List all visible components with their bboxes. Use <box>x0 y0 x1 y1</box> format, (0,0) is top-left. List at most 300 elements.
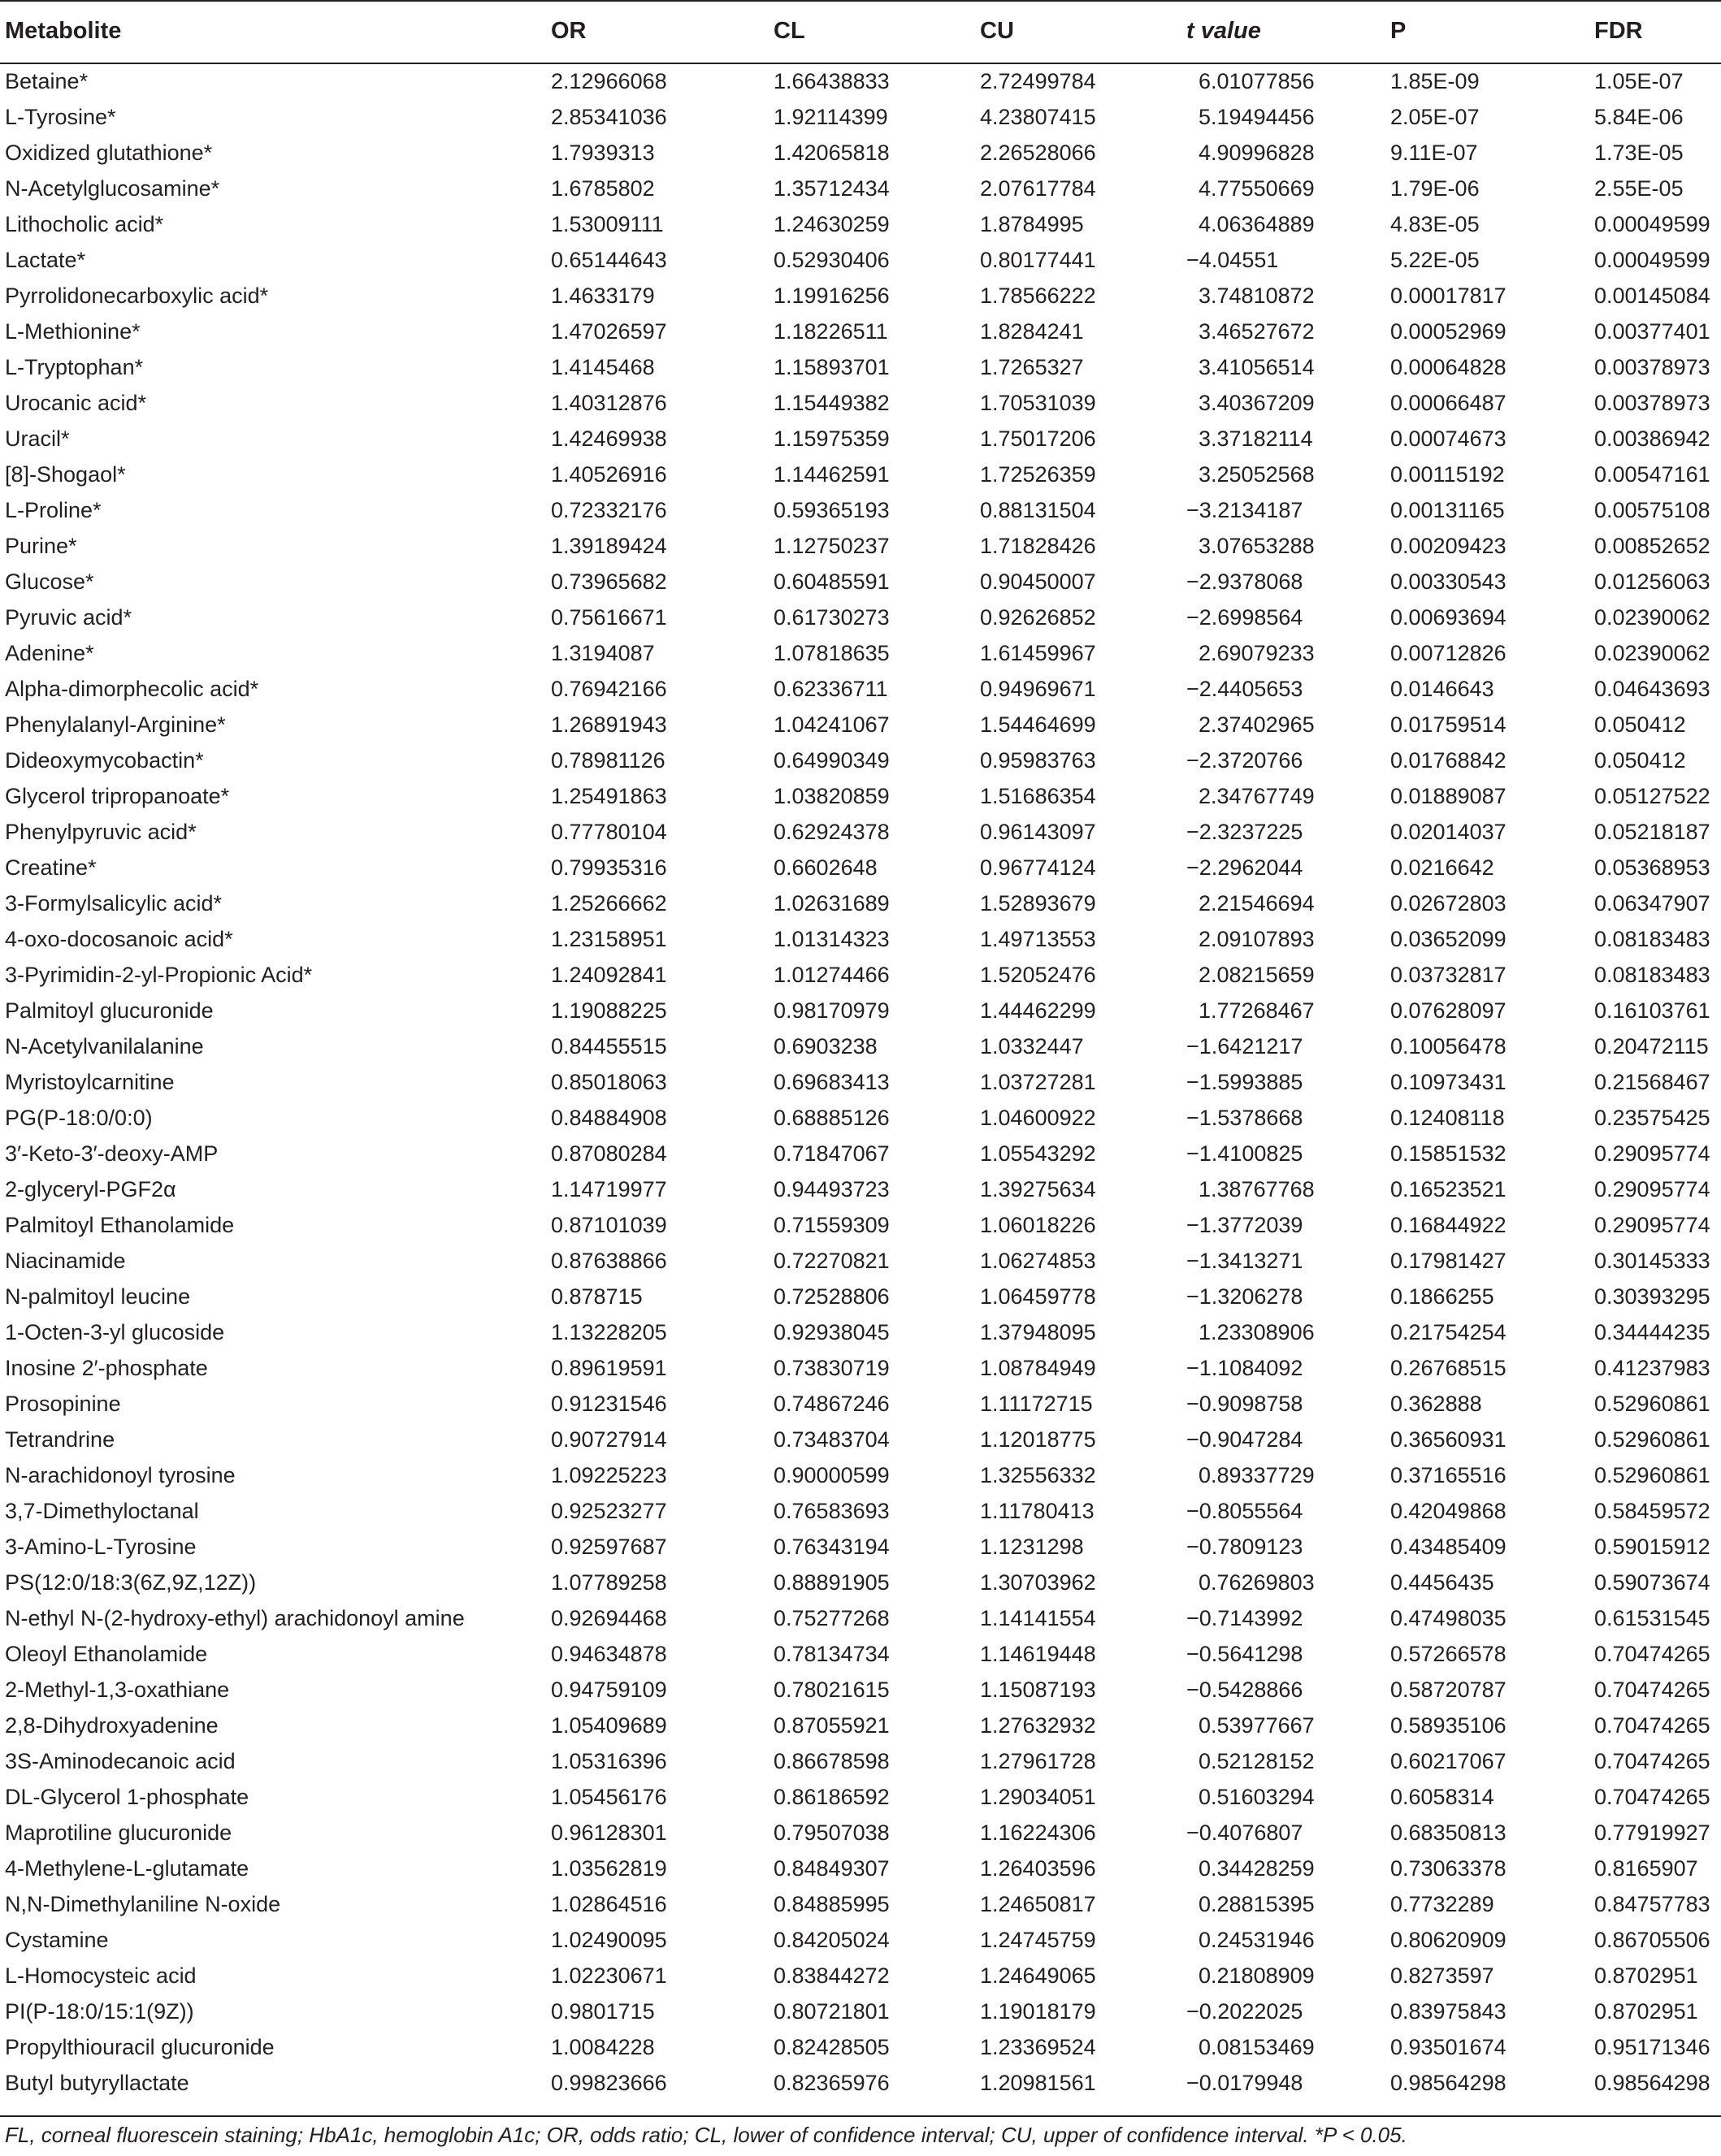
cell-t-value: 3.25052568 <box>1199 461 1315 487</box>
cell-fdr: 0.01256063 <box>1594 569 1710 594</box>
cell-fdr: 0.050412 <box>1594 747 1686 773</box>
cell-cl: 1.19916256 <box>774 283 890 308</box>
cell-fdr: 0.29095774 <box>1594 1212 1710 1237</box>
cell-p: 0.00330543 <box>1390 569 1506 594</box>
cell-p: 0.01889087 <box>1390 783 1506 808</box>
cell-or: 0.87080284 <box>551 1141 667 1166</box>
cell-p: 0.0146643 <box>1390 676 1494 701</box>
cell-metabolite: 4-Methylene-L-glutamate <box>5 1855 249 1881</box>
cell-cu: 1.8284241 <box>980 318 1084 344</box>
table-row <box>0 1994 1721 2029</box>
cell-fdr: 0.52960861 <box>1594 1391 1710 1416</box>
cell-t-value: −2.4405653 <box>1186 676 1303 701</box>
cell-p: 0.93501674 <box>1390 2034 1506 2059</box>
cell-metabolite: Alpha-dimorphecolic acid* <box>5 676 259 701</box>
cell-cu: 1.52893679 <box>980 890 1096 916</box>
cell-t-value: 3.74810872 <box>1199 283 1315 308</box>
cell-t-value: 0.24531946 <box>1199 1927 1315 1952</box>
table-row <box>0 1136 1721 1171</box>
cell-cu: 1.26403596 <box>980 1855 1096 1881</box>
cell-t-value: −1.4100825 <box>1186 1141 1303 1166</box>
cell-fdr: 0.84757783 <box>1594 1891 1710 1916</box>
cell-t-value: 1.77268467 <box>1199 998 1315 1023</box>
cell-fdr: 0.29095774 <box>1594 1141 1710 1166</box>
cell-metabolite: Tetrandrine <box>5 1427 115 1452</box>
cell-cl: 0.88891905 <box>774 1569 890 1595</box>
cell-metabolite: Lithocholic acid* <box>5 211 164 236</box>
cell-fdr: 0.00575108 <box>1594 497 1710 522</box>
cell-cl: 0.61730273 <box>774 604 890 630</box>
cell-or: 2.12966068 <box>551 69 667 93</box>
table-row <box>0 1851 1721 1886</box>
cell-t-value: −0.0179948 <box>1186 2070 1303 2095</box>
cell-cl: 0.82428505 <box>774 2034 890 2059</box>
cell-t-value: −2.3237225 <box>1186 819 1303 844</box>
header-t-value: t value <box>1186 0 1390 63</box>
cell-fdr: 0.30145333 <box>1594 1248 1710 1273</box>
cell-t-value: 3.40367209 <box>1199 390 1315 415</box>
cell-metabolite: Niacinamide <box>5 1248 126 1273</box>
cell-or: 0.92523277 <box>551 1498 667 1523</box>
cell-t-value: 5.19494456 <box>1199 104 1315 129</box>
table-row <box>0 1028 1721 1064</box>
cell-fdr: 0.70474265 <box>1594 1641 1710 1666</box>
cell-metabolite: DL-Glycerol 1-phosphate <box>5 1784 249 1809</box>
cell-or: 0.84455515 <box>551 1033 667 1059</box>
cell-cl: 1.15893701 <box>774 354 890 379</box>
cell-cl: 0.74867246 <box>774 1391 890 1416</box>
cell-or: 0.96128301 <box>551 1820 667 1845</box>
cell-p: 0.00017817 <box>1390 283 1506 308</box>
cell-or: 0.78981126 <box>551 747 665 773</box>
cell-cl: 0.72270821 <box>774 1248 890 1273</box>
cell-cu: 1.0332447 <box>980 1033 1084 1059</box>
table-row <box>0 1386 1721 1422</box>
cell-cu: 0.92626852 <box>980 604 1096 630</box>
cell-fdr: 0.8165907 <box>1594 1855 1698 1881</box>
cell-cl: 0.86186592 <box>774 1784 890 1809</box>
cell-p: 0.42049868 <box>1390 1498 1506 1523</box>
cell-cu: 1.70531039 <box>980 390 1096 415</box>
cell-or: 1.26891943 <box>551 712 667 737</box>
cell-fdr: 0.58459572 <box>1594 1498 1710 1523</box>
cell-metabolite: Glucose* <box>5 569 94 594</box>
cell-fdr: 0.52960861 <box>1594 1462 1710 1487</box>
cell-fdr: 5.84E-06 <box>1594 104 1684 129</box>
table-row <box>0 1243 1721 1279</box>
cell-cu: 1.27632932 <box>980 1712 1096 1738</box>
cell-metabolite: 3,7-Dimethyloctanal <box>5 1498 199 1523</box>
table-row <box>0 2065 1721 2101</box>
cell-p: 0.00712826 <box>1390 640 1506 665</box>
cell-cu: 1.8784995 <box>980 211 1084 236</box>
cell-p: 0.73063378 <box>1390 1855 1506 1881</box>
cell-fdr: 0.00377401 <box>1594 318 1710 344</box>
cell-p: 0.47498035 <box>1390 1605 1506 1630</box>
cell-cu: 1.12018775 <box>980 1427 1096 1452</box>
table-row <box>0 814 1721 850</box>
cell-metabolite: 2,8-Dihydroxyadenine <box>5 1712 219 1738</box>
cell-cu: 1.72526359 <box>980 461 1096 487</box>
cell-fdr: 0.98564298 <box>1594 2070 1710 2095</box>
cell-metabolite: PG(P-18:0/0:0) <box>5 1105 153 1130</box>
cell-or: 1.40526916 <box>551 461 667 487</box>
cell-fdr: 0.8702951 <box>1594 1963 1698 1988</box>
cell-t-value: −1.3413271 <box>1186 1248 1303 1273</box>
cell-p: 0.02014037 <box>1390 819 1506 844</box>
table-row <box>0 707 1721 742</box>
cell-t-value: −0.2022025 <box>1186 1998 1303 2024</box>
cell-or: 0.79935316 <box>551 855 667 880</box>
cell-metabolite: N,N-Dimethylaniline N-oxide <box>5 1891 281 1916</box>
cell-metabolite: Betaine* <box>5 69 89 93</box>
cell-fdr: 0.52960861 <box>1594 1427 1710 1452</box>
cell-or: 0.72332176 <box>551 497 667 522</box>
cell-or: 2.85341036 <box>551 104 667 129</box>
cell-cl: 0.92938045 <box>774 1319 890 1344</box>
cell-cl: 1.14462591 <box>774 461 890 487</box>
cell-cl: 0.82365976 <box>774 2070 890 2095</box>
cell-or: 0.85018063 <box>551 1069 667 1094</box>
table-row <box>0 1314 1721 1350</box>
cell-cl: 0.69683413 <box>774 1069 890 1094</box>
cell-p: 0.12408118 <box>1390 1105 1505 1130</box>
table-row <box>0 314 1721 349</box>
cell-metabolite: 3-Formylsalicylic acid* <box>5 890 223 916</box>
cell-cl: 0.60485591 <box>774 569 890 594</box>
cell-cu: 1.75017206 <box>980 426 1096 451</box>
table-row <box>0 206 1721 242</box>
cell-fdr: 0.70474265 <box>1594 1677 1710 1702</box>
cell-fdr: 0.05127522 <box>1594 783 1710 808</box>
table-row <box>0 1886 1721 1922</box>
cell-metabolite: Oleoyl Ethanolamide <box>5 1641 208 1666</box>
cell-t-value: −2.6998564 <box>1186 604 1303 630</box>
cell-t-value: 0.08153469 <box>1199 2034 1315 2059</box>
cell-metabolite: N-Acetylglucosamine* <box>5 175 220 201</box>
cell-metabolite: Maprotiline glucuronide <box>5 1820 232 1845</box>
cell-metabolite: L-Methionine* <box>5 318 141 344</box>
cell-metabolite: 3-Pyrimidin-2-yl-Propionic Acid* <box>5 962 313 987</box>
cell-fdr: 0.21568467 <box>1594 1069 1710 1094</box>
cell-p: 0.36560931 <box>1390 1427 1506 1452</box>
table-row <box>0 2029 1721 2065</box>
cell-p: 1.85E-09 <box>1390 69 1480 93</box>
table-row <box>0 1064 1721 1100</box>
cell-or: 1.02230671 <box>551 1963 667 1988</box>
cell-fdr: 0.00049599 <box>1594 247 1710 272</box>
cell-fdr: 0.34444235 <box>1594 1319 1710 1344</box>
cell-cu: 1.19018179 <box>980 1998 1096 2024</box>
table-row <box>0 1600 1721 1636</box>
cell-or: 1.6785802 <box>551 175 655 201</box>
cell-fdr: 0.16103761 <box>1594 998 1710 1023</box>
cell-t-value: −1.3206278 <box>1186 1284 1303 1309</box>
cell-cu: 0.88131504 <box>980 497 1096 522</box>
table-row <box>0 921 1721 957</box>
cell-t-value: 0.89337729 <box>1199 1462 1315 1487</box>
cell-cu: 1.23369524 <box>980 2034 1096 2059</box>
cell-cl: 1.12750237 <box>774 533 890 558</box>
table-row <box>0 171 1721 206</box>
cell-p: 9.11E-07 <box>1390 140 1478 165</box>
cell-p: 0.00064828 <box>1390 354 1506 379</box>
cell-or: 0.94634878 <box>551 1641 667 1666</box>
cell-metabolite: Pyrrolidonecarboxylic acid* <box>5 283 269 308</box>
cell-p: 0.362888 <box>1390 1391 1482 1416</box>
cell-cl: 1.04241067 <box>774 712 890 737</box>
cell-fdr: 0.30393295 <box>1594 1284 1710 1309</box>
cell-metabolite: 4-oxo-docosanoic acid* <box>5 926 233 951</box>
cell-cu: 1.52052476 <box>980 962 1096 987</box>
table-row <box>0 778 1721 814</box>
cell-cl: 0.87055921 <box>774 1712 890 1738</box>
cell-cl: 0.71559309 <box>774 1212 890 1237</box>
cell-cl: 1.18226511 <box>774 318 888 344</box>
cell-t-value: −0.4076807 <box>1186 1820 1303 1845</box>
cell-p: 0.8273597 <box>1390 1963 1494 1988</box>
cell-cl: 0.78134734 <box>774 1641 890 1666</box>
table-row <box>0 1422 1721 1457</box>
table-row <box>0 349 1721 385</box>
cell-p: 0.58720787 <box>1390 1677 1506 1702</box>
cell-cl: 0.98170979 <box>774 998 890 1023</box>
cell-cl: 0.84885995 <box>774 1891 890 1916</box>
cell-cl: 0.6602648 <box>774 855 878 880</box>
cell-t-value: −3.2134187 <box>1186 497 1303 522</box>
table-row <box>0 1207 1721 1243</box>
cell-cl: 0.64990349 <box>774 747 890 773</box>
cell-t-value: 4.06364889 <box>1199 211 1315 236</box>
header-metabolite: Metabolite <box>0 0 551 63</box>
cell-p: 0.15851532 <box>1390 1141 1506 1166</box>
cell-t-value: −0.7143992 <box>1186 1605 1303 1630</box>
table-row <box>0 1779 1721 1815</box>
cell-cl: 0.71847067 <box>774 1141 890 1166</box>
cell-p: 0.16523521 <box>1390 1176 1506 1201</box>
cell-fdr: 0.86705506 <box>1594 1927 1710 1952</box>
cell-or: 1.09225223 <box>551 1462 667 1487</box>
cell-fdr: 0.59015912 <box>1594 1534 1710 1559</box>
cell-cu: 1.06274853 <box>980 1248 1096 1273</box>
table-row <box>0 1815 1721 1851</box>
cell-cl: 1.01274466 <box>774 962 890 987</box>
cell-metabolite: 2-glyceryl-PGF2α <box>5 1176 176 1201</box>
cell-or: 0.92694468 <box>551 1605 667 1630</box>
cell-or: 0.92597687 <box>551 1534 667 1559</box>
cell-t-value: 4.90996828 <box>1199 140 1315 165</box>
cell-metabolite: N-ethyl N-(2-hydroxy-ethyl) arachidonoyl amine <box>5 1605 465 1630</box>
table-row <box>0 1636 1721 1672</box>
cell-t-value: 2.08215659 <box>1199 962 1315 987</box>
footnote-rule <box>0 2115 1721 2117</box>
cell-or: 1.05316396 <box>551 1748 667 1773</box>
cell-p: 0.68350813 <box>1390 1820 1506 1845</box>
header-cl: CL <box>774 0 980 63</box>
table-row <box>0 278 1721 314</box>
cell-cu: 1.7265327 <box>980 354 1084 379</box>
cell-metabolite: PS(12:0/18:3(6Z,9Z,12Z)) <box>5 1569 257 1595</box>
cell-p: 0.0216642 <box>1390 855 1494 880</box>
cell-t-value: 2.69079233 <box>1199 640 1315 665</box>
cell-t-value: 1.23308906 <box>1199 1319 1315 1344</box>
cell-cl: 0.86678598 <box>774 1748 890 1773</box>
cell-cu: 0.80177441 <box>980 247 1096 272</box>
cell-cl: 0.73830719 <box>774 1355 890 1380</box>
cell-cl: 1.15449382 <box>774 390 890 415</box>
cell-metabolite: 3S-Aminodecanoic acid <box>5 1748 236 1773</box>
cell-or: 1.47026597 <box>551 318 667 344</box>
cell-cu: 1.03727281 <box>980 1069 1096 1094</box>
cell-p: 0.17981427 <box>1390 1248 1506 1273</box>
cell-cl: 1.66438833 <box>774 69 890 93</box>
cell-or: 1.25266662 <box>551 890 667 916</box>
cell-t-value: −2.9378068 <box>1186 569 1303 594</box>
cell-p: 0.02672803 <box>1390 890 1506 916</box>
cell-cu: 1.16224306 <box>980 1820 1096 1845</box>
cell-metabolite: 1-Octen-3-yl glucoside <box>5 1319 225 1344</box>
cell-t-value: −1.1084092 <box>1186 1355 1303 1380</box>
cell-or: 0.65144643 <box>551 247 667 272</box>
cell-metabolite: Propylthiouracil glucuronide <box>5 2034 275 2059</box>
cell-cu: 1.51686354 <box>980 783 1096 808</box>
cell-cl: 0.6903238 <box>774 1033 878 1059</box>
cell-metabolite: L-Homocysteic acid <box>5 1963 197 1988</box>
cell-fdr: 0.00547161 <box>1594 461 1710 487</box>
cell-p: 0.26768515 <box>1390 1355 1506 1380</box>
cell-cu: 1.27961728 <box>980 1748 1096 1773</box>
cell-p: 2.05E-07 <box>1390 104 1480 129</box>
table-row <box>0 1493 1721 1529</box>
cell-cl: 0.76343194 <box>774 1534 890 1559</box>
cell-cl: 0.90000599 <box>774 1462 890 1487</box>
cell-p: 0.03732817 <box>1390 962 1506 987</box>
cell-fdr: 0.00049599 <box>1594 211 1710 236</box>
cell-p: 0.07628097 <box>1390 998 1506 1023</box>
cell-fdr: 0.59073674 <box>1594 1569 1710 1595</box>
cell-or: 1.05456176 <box>551 1784 667 1809</box>
cell-t-value: 2.34767749 <box>1199 783 1315 808</box>
cell-cl: 0.75277268 <box>774 1605 890 1630</box>
cell-or: 0.75616671 <box>551 604 667 630</box>
cell-cl: 0.83844272 <box>774 1963 890 1988</box>
cell-cl: 1.07818635 <box>774 640 890 665</box>
cell-metabolite: Adenine* <box>5 640 94 665</box>
table-row <box>0 421 1721 457</box>
cell-cu: 1.30703962 <box>980 1569 1096 1595</box>
cell-metabolite: 3-Amino-L-Tyrosine <box>5 1534 197 1559</box>
cell-metabolite: 3′-Keto-3′-deoxy-AMP <box>5 1141 219 1166</box>
cell-fdr: 0.00378973 <box>1594 390 1710 415</box>
cell-metabolite: L-Proline* <box>5 497 102 522</box>
cell-metabolite: Dideoxymycobactin* <box>5 747 204 773</box>
cell-t-value: 6.01077856 <box>1199 69 1315 93</box>
cell-p: 0.21754254 <box>1390 1319 1506 1344</box>
cell-metabolite: Palmitoyl Ethanolamide <box>5 1212 235 1237</box>
cell-t-value: 0.53977667 <box>1199 1712 1315 1738</box>
cell-t-value: −0.8055564 <box>1186 1498 1303 1523</box>
cell-fdr: 0.70474265 <box>1594 1784 1710 1809</box>
cell-cu: 0.94969671 <box>980 676 1096 701</box>
cell-metabolite: Inosine 2′-phosphate <box>5 1355 208 1380</box>
table-body <box>0 63 1721 2101</box>
cell-cu: 1.06018226 <box>980 1212 1096 1237</box>
cell-fdr: 0.77919927 <box>1594 1820 1710 1845</box>
table-row <box>0 850 1721 885</box>
cell-metabolite: Urocanic acid* <box>5 390 147 415</box>
cell-cu: 1.06459778 <box>980 1284 1096 1309</box>
cell-fdr: 0.04643693 <box>1594 676 1710 701</box>
cell-p: 5.22E-05 <box>1390 247 1480 272</box>
cell-cl: 1.35712434 <box>774 175 890 201</box>
cell-t-value: −0.7809123 <box>1186 1534 1303 1559</box>
cell-or: 1.14719977 <box>551 1176 667 1201</box>
cell-metabolite: Palmitoyl glucuronide <box>5 998 214 1023</box>
table-row <box>0 492 1721 528</box>
cell-t-value: −0.9047284 <box>1186 1427 1303 1452</box>
cell-p: 0.00074673 <box>1390 426 1506 451</box>
cell-t-value: −2.3720766 <box>1186 747 1303 773</box>
cell-cu: 2.26528066 <box>980 140 1096 165</box>
cell-p: 0.00209423 <box>1390 533 1506 558</box>
table-row <box>0 564 1721 600</box>
table-row <box>0 1457 1721 1493</box>
cell-cl: 0.84205024 <box>774 1927 890 1952</box>
cell-cl: 0.52930406 <box>774 247 890 272</box>
cell-or: 1.13228205 <box>551 1319 667 1344</box>
cell-p: 0.58935106 <box>1390 1712 1506 1738</box>
cell-cu: 1.04600922 <box>980 1105 1096 1130</box>
cell-cl: 0.76583693 <box>774 1498 890 1523</box>
cell-fdr: 1.05E-07 <box>1594 69 1684 93</box>
cell-cu: 4.23807415 <box>980 104 1096 129</box>
cell-metabolite: Glycerol tripropanoate* <box>5 783 230 808</box>
cell-metabolite: Pyruvic acid* <box>5 604 132 630</box>
cell-p: 0.16844922 <box>1390 1212 1506 1237</box>
cell-t-value: 1.38767768 <box>1199 1176 1315 1201</box>
table-row <box>0 528 1721 564</box>
header-cu: CU <box>980 0 1186 63</box>
cell-metabolite: N-palmitoyl leucine <box>5 1284 191 1309</box>
cell-metabolite: [8]-Shogaol* <box>5 461 126 487</box>
cell-p: 0.01759514 <box>1390 712 1506 737</box>
cell-or: 0.89619591 <box>551 1355 667 1380</box>
cell-or: 0.87638866 <box>551 1248 667 1273</box>
cell-fdr: 0.29095774 <box>1594 1176 1710 1201</box>
cell-or: 1.4145468 <box>551 354 655 379</box>
cell-p: 0.37165516 <box>1390 1462 1506 1487</box>
cell-fdr: 0.00145084 <box>1594 283 1710 308</box>
cell-or: 1.03562819 <box>551 1855 667 1881</box>
cell-cl: 0.62336711 <box>774 676 888 701</box>
cell-cu: 1.1231298 <box>980 1534 1084 1559</box>
cell-cu: 1.14141554 <box>980 1605 1096 1630</box>
cell-t-value: 0.51603294 <box>1199 1784 1315 1809</box>
table-row <box>0 1100 1721 1136</box>
cell-cu: 0.90450007 <box>980 569 1096 594</box>
cell-t-value: −0.5641298 <box>1186 1641 1303 1666</box>
table-row <box>0 457 1721 492</box>
cell-fdr: 1.73E-05 <box>1594 140 1684 165</box>
cell-or: 1.07789258 <box>551 1569 667 1595</box>
cell-cl: 1.03820859 <box>774 783 890 808</box>
cell-fdr: 0.02390062 <box>1594 604 1710 630</box>
cell-cl: 0.73483704 <box>774 1427 890 1452</box>
cell-metabolite: N-arachidonoyl tyrosine <box>5 1462 236 1487</box>
cell-or: 0.99823666 <box>551 2070 667 2095</box>
cell-cu: 1.32556332 <box>980 1462 1096 1487</box>
cell-cl: 0.79507038 <box>774 1820 890 1845</box>
